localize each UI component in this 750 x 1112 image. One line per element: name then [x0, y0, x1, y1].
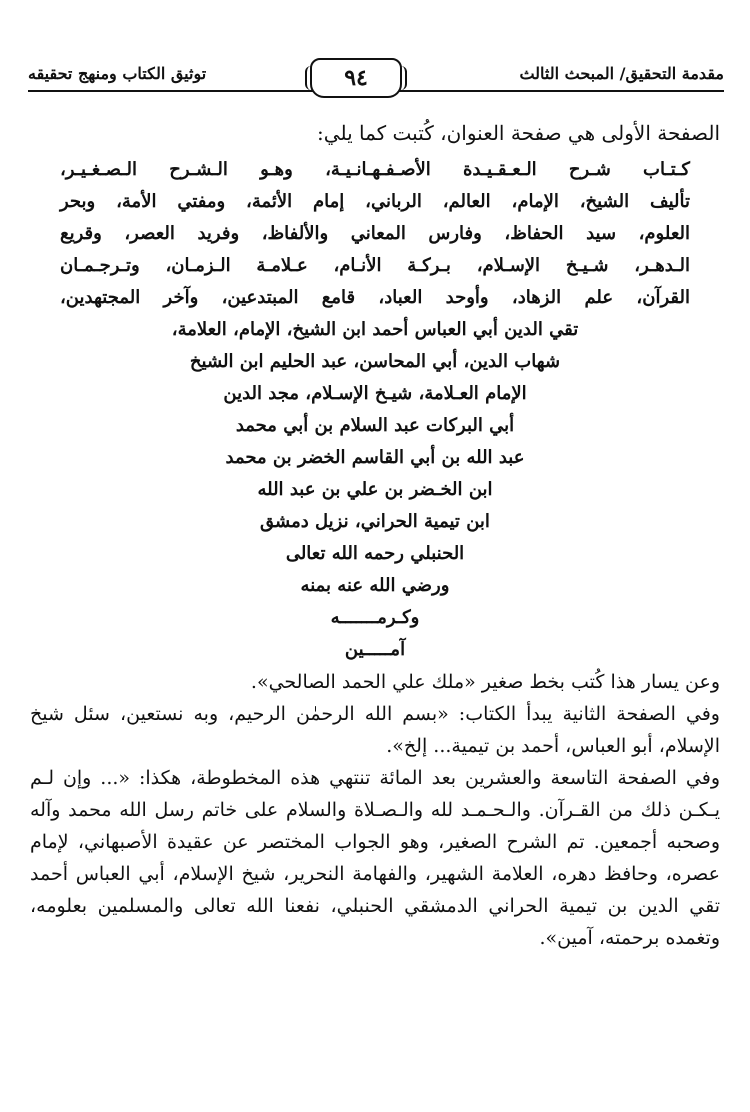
body-paragraph: وعن يسار هذا كُتب بخط صغير «ملك علي الحمد الصالحي». — [250, 671, 720, 693]
header-chapter-title: توثيق الكتاب ومنهج تحقيقه — [28, 64, 207, 83]
title-line: عبد الله بن أبي القاسم الخضر بن محمد — [225, 447, 525, 468]
title-line: الإمام العـلامة، شيـخ الإسـلام، مجد الدين — [223, 383, 527, 404]
title-line: القرآن، علم الزهاد، وأوحد العباد، قامع المبتدعين، وآخر المجتهدين، — [60, 287, 690, 308]
title-page-transcription — [60, 154, 690, 666]
page-number: ٩٤ — [344, 65, 368, 91]
header-section-title: مقدمة التحقيق/ المبحث الثالث — [519, 64, 724, 83]
title-line: ابن الخـضر بن علي بن عبد الله — [257, 479, 493, 500]
title-line: العلوم، سيد الحفاظ، وفارس المعاني والألفاظ، وفريد العصر، وقريع — [60, 223, 690, 244]
page-content — [30, 118, 720, 954]
title-line: الحنبلي رحمه الله تعالى — [285, 543, 465, 564]
title-line: تأليف الشيخ، الإمام، العالم، الرباني، إمام الأئمة، ومفتي الأمة، وبحر — [60, 191, 690, 212]
running-header — [28, 58, 724, 98]
title-line: آمـــــين — [344, 639, 406, 660]
intro-line: الصفحة الأولى هي صفحة العنوان، كُتبت كما يلي: — [317, 121, 720, 145]
title-line: أبي البركات عبد السلام بن أبي محمد — [235, 415, 515, 436]
page-number-badge — [310, 58, 402, 98]
title-line: الـدهـر، شـيـخ الإسـلام، بـركـة الأنـام، عـلامـة الـزمـان، وتـرجـمـان — [60, 255, 690, 276]
title-line: ابن تيمية الحراني، نزيل دمشق — [260, 511, 490, 532]
title-line: تقي الدين أبي العباس أحمد ابن الشيخ، الإمام، العلامة، — [171, 319, 579, 340]
body-paragraph: وفي الصفحة التاسعة والعشرين بعد المائة تنتهي هذه المخطوطة، هكذا: «... وإن لـم يـكـن ذلك من القـرآن. والـحـمـد لله والـصـلاة والسلام على خاتم رسل الله محمد وآله وصحبه أجمعين. تم الشرح الصغير، وهو الجواب المختصر عن عقيدة الأصبهاني، لإمام عصره، وحافظ دهره، العلامة الشهير، والفهامة النحرير، شيخ الإسلام، أبي العباس أحمد تقي الدين بن تيمية الحراني الدمشقي الحنبلي، نفعنا الله تعالى والمسلمين بعلومه، وتغمده برحمته، آمين». — [30, 767, 720, 949]
body-paragraph: وفي الصفحة الثانية يبدأ الكتاب: «بسم الله الرحمٰن الرحيم، وبه نستعين، سئل شيخ الإسلام، أبو العباس، أحمد بن تيمية... إلخ». — [30, 703, 720, 757]
title-line: شهاب الدين، أبي المحاسن، عبد الحليم ابن الشيخ — [189, 351, 561, 372]
title-line: وكـرمـــــــه — [330, 607, 420, 628]
title-line: كـتـاب شـرح الـعـقـيـدة الأصـفـهـانـيـة، وهـو الـشـرح الـصـغـيـر، — [60, 159, 690, 180]
title-line: ورضي الله عنه بمنه — [300, 575, 450, 596]
